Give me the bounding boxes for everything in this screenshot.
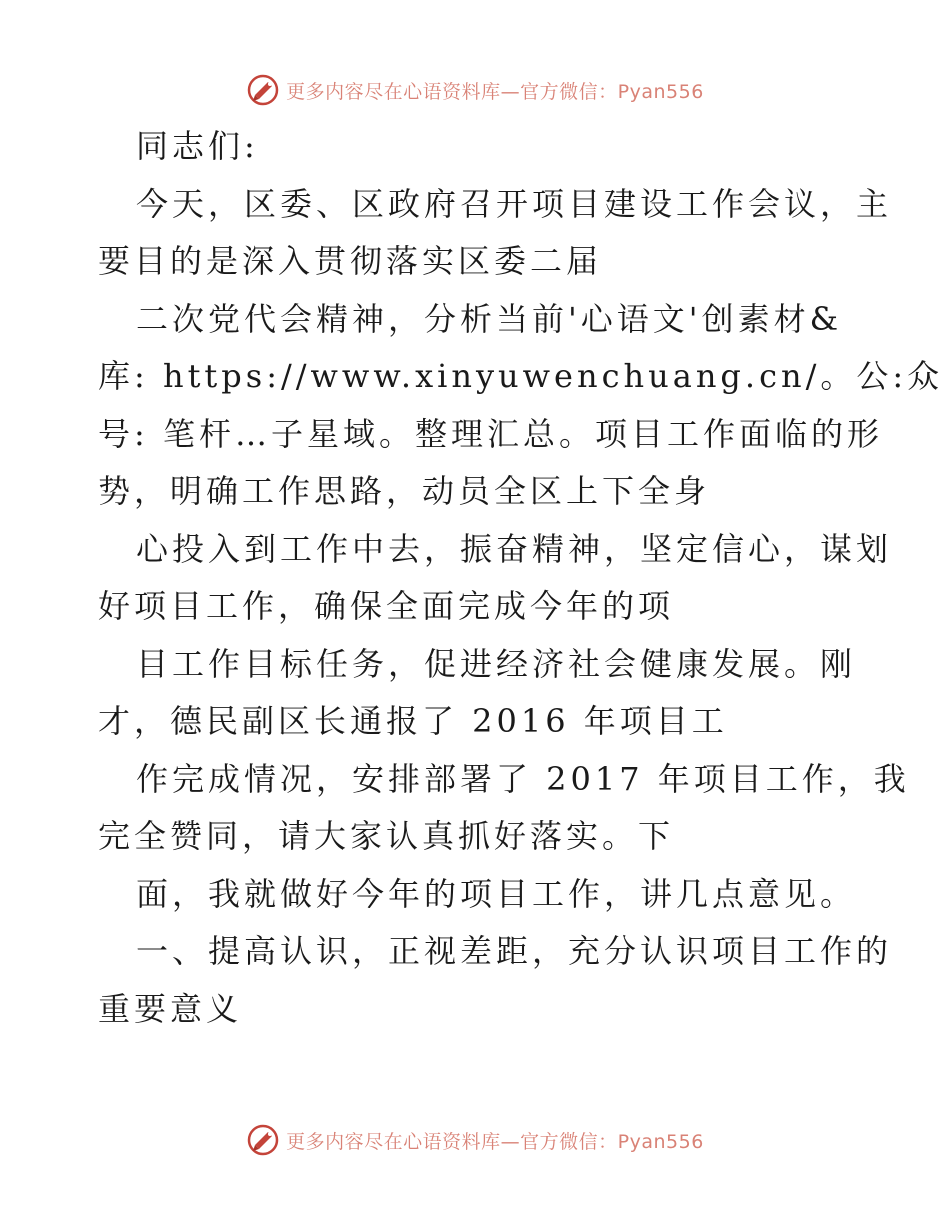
paragraph-line: 目工作目标任务，促进经济社会健康发展。刚 xyxy=(136,644,857,683)
header-watermark xyxy=(0,70,950,110)
banner-text: 更多内容尽在心语资料库—官方微信： xyxy=(286,80,618,103)
paragraph-line: 号: 笔杆…子星域。整理汇总。项目工作面临的形 xyxy=(98,414,883,453)
paragraph-line: 面，我就做好今年的项目工作，讲几点意见。 xyxy=(136,874,857,913)
brand-logo-icon xyxy=(246,73,280,107)
paragraph-line: 二次党代会精神，分析当前'心语文'创素材& xyxy=(136,299,843,338)
document-body xyxy=(98,118,944,1038)
paragraph-line: 才，德民副区长通报了 2016 年项目工 xyxy=(98,702,728,740)
section-heading-line: 重要意义 xyxy=(98,989,243,1028)
wechat-id: Pyan556 xyxy=(617,1130,704,1153)
paragraph-line: 要目的是深入贯彻落实区委二届 xyxy=(98,242,603,280)
paragraph-line: 完全赞同，请大家认真抓好落实。下 xyxy=(98,817,675,855)
paragraph-line: 好项目工作，确保全面完成今年的项 xyxy=(98,587,675,625)
paragraph-line: 同志们: xyxy=(136,127,259,165)
paragraph-line: 心投入到工作中去，振奋精神，坚定信心，谋划 xyxy=(136,529,893,568)
section-heading-line: 一、提高认识，正视差距，充分认识项目工作的 xyxy=(136,932,893,970)
brand-logo-icon xyxy=(246,1123,280,1157)
paragraph-line: 库: https://www.xinyuwenchuang.cn/。公:众 xyxy=(98,357,944,395)
banner-text: 更多内容尽在心语资料库—官方微信： xyxy=(286,1130,618,1153)
wechat-id: Pyan556 xyxy=(617,80,704,103)
paragraph-line: 作完成情况，安排部署了 2017 年项目工作，我 xyxy=(136,759,910,798)
footer-watermark xyxy=(0,1120,950,1160)
paragraph-line: 势，明确工作思路，动员全区上下全身 xyxy=(98,472,711,510)
paragraph-line: 今天，区委、区政府召开项目建设工作会议，主 xyxy=(136,184,893,223)
